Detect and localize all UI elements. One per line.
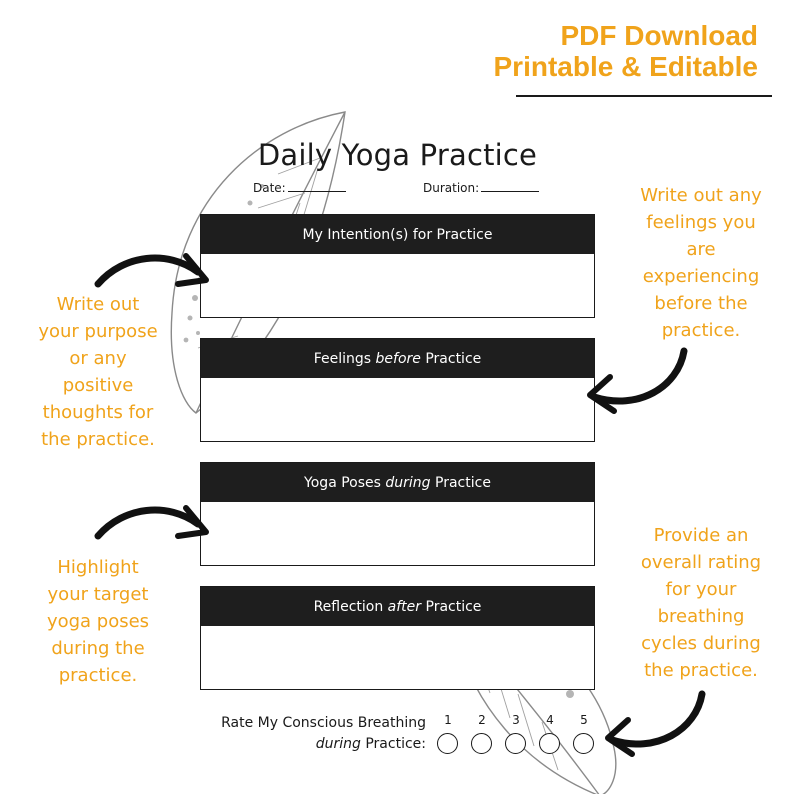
section-feelings-header	[201, 339, 594, 378]
note-breathing	[620, 522, 782, 684]
curved-arrow-icon	[94, 248, 214, 298]
section-poses-title-post: Practice	[430, 474, 491, 491]
note-line: during the	[51, 638, 145, 659]
note-line: for your	[665, 579, 737, 600]
section-feelings	[200, 338, 595, 442]
section-reflection-title-pre: Reflection	[313, 598, 388, 615]
curved-arrow-icon	[600, 690, 710, 762]
note-line: thoughts for	[42, 402, 154, 423]
date-field[interactable]	[253, 181, 346, 195]
curved-arrow-icon	[94, 500, 214, 550]
date-label: Date:	[253, 181, 286, 195]
section-feelings-title-post: Practice	[420, 350, 482, 367]
section-feelings-input[interactable]	[201, 378, 594, 441]
rating-option-4[interactable]	[539, 733, 560, 754]
note-line: practice.	[58, 665, 138, 686]
duration-line	[481, 182, 539, 192]
rating-label-line-1: Rate My Conscious Breathing	[221, 715, 426, 731]
section-poses-input[interactable]	[201, 502, 594, 565]
rating-option-2[interactable]	[471, 733, 492, 754]
note-line: cycles during	[641, 633, 761, 654]
section-poses-title-pre: Yoga Poses	[304, 474, 386, 491]
note-line: feelings you	[646, 212, 756, 233]
date-line	[288, 182, 346, 192]
rating-option-1[interactable]	[437, 733, 458, 754]
rating-label-em: during	[315, 736, 361, 752]
section-intention-title: My Intention(s) for Practice	[302, 226, 493, 243]
note-line: overall rating	[640, 552, 762, 573]
promo-underline	[516, 95, 772, 97]
section-feelings-title-pre: Feelings	[313, 350, 376, 367]
note-line: Write out any	[640, 185, 762, 206]
note-line: your target	[47, 584, 149, 605]
section-reflection-title-em: after	[387, 598, 422, 615]
section-poses	[200, 462, 595, 566]
section-intention-input[interactable]	[201, 254, 594, 317]
section-reflection	[200, 586, 595, 690]
rating-number: 3	[512, 713, 520, 727]
rating-number: 2	[478, 713, 486, 727]
section-poses-header	[201, 463, 594, 502]
rating-label-line-2	[200, 734, 426, 755]
curved-arrow-icon	[582, 347, 692, 419]
note-line: your purpose	[38, 321, 158, 342]
rating-option-5[interactable]	[573, 733, 594, 754]
duration-label: Duration:	[423, 181, 480, 195]
note-intention	[18, 291, 178, 453]
section-feelings-title-em: before	[375, 350, 421, 367]
note-line: practice.	[661, 320, 741, 341]
note-line: yoga poses	[46, 611, 150, 632]
section-reflection-input[interactable]	[201, 626, 594, 689]
section-reflection-title-post: Practice	[421, 598, 482, 615]
section-intention	[200, 214, 595, 318]
section-poses-title-em: during	[385, 474, 431, 491]
note-line: the practice.	[41, 429, 155, 450]
note-line: the practice.	[644, 660, 758, 681]
promo-line-1: PDF Download	[560, 20, 758, 51]
note-line: Highlight	[57, 557, 139, 578]
section-reflection-header	[201, 587, 594, 626]
note-line: Write out	[56, 294, 140, 315]
note-feelings	[620, 182, 782, 344]
note-line: before the	[654, 293, 748, 314]
note-line: or any	[69, 348, 127, 369]
breathing-rating-label	[200, 713, 426, 755]
rating-number: 5	[580, 713, 588, 727]
duration-field[interactable]	[423, 181, 539, 195]
rating-number: 1	[444, 713, 452, 727]
note-line: positive	[62, 375, 134, 396]
note-line: Provide an	[653, 525, 749, 546]
note-line: breathing	[657, 606, 745, 627]
rating-option-3[interactable]	[505, 733, 526, 754]
promo-heading	[494, 20, 759, 82]
note-line: experiencing	[642, 266, 760, 287]
rating-label-post: Practice:	[360, 736, 426, 752]
section-intention-header	[201, 215, 594, 254]
note-poses	[18, 554, 178, 689]
page-title: Daily Yoga Practice	[257, 138, 538, 172]
rating-number: 4	[546, 713, 554, 727]
note-line: are	[686, 239, 716, 260]
promo-line-2: Printable & Editable	[493, 51, 758, 82]
